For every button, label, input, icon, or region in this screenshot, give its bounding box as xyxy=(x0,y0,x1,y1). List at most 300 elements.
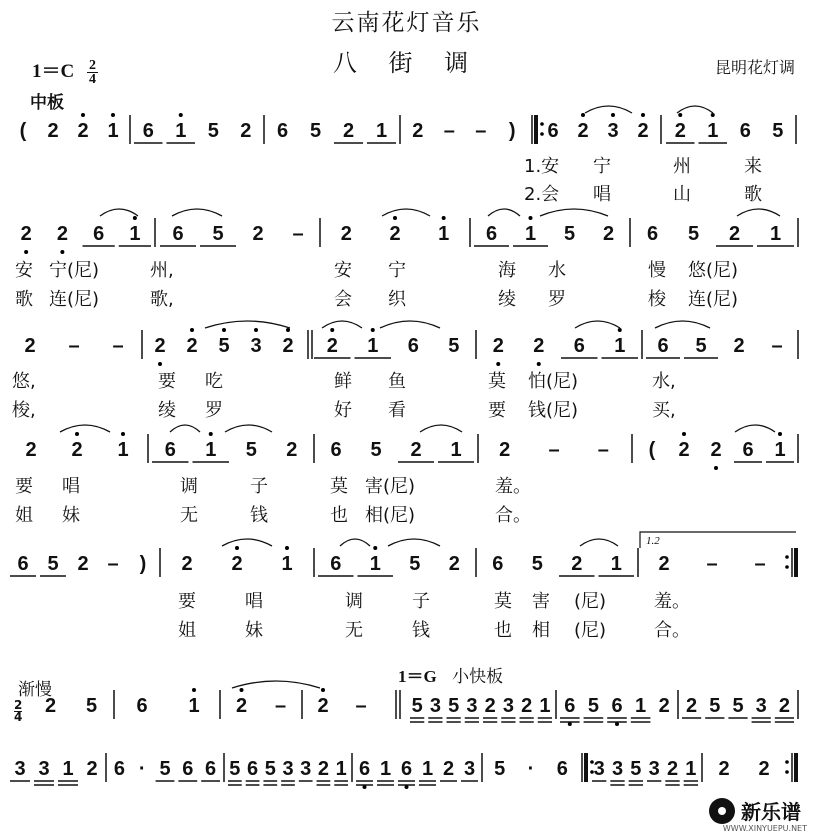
source-label: 昆明花灯调 xyxy=(714,58,795,77)
note-6-2-5: 2 xyxy=(317,758,329,780)
repeat-dot xyxy=(540,132,544,136)
note-4-2-2: 5 xyxy=(409,553,421,575)
note-6-1-3: 6 xyxy=(182,758,194,780)
note-6-0-3: 2 xyxy=(86,758,98,780)
note-6-4-1: · xyxy=(527,758,535,780)
lyric-4-1-2: 无 xyxy=(345,620,363,641)
note-0-4-1: 2 xyxy=(577,120,589,142)
note-0-0-3: 1 xyxy=(107,120,119,142)
lyric-3-1-0: 姐 xyxy=(15,505,33,526)
volta-label: 1.2 xyxy=(646,535,660,547)
lyric-2-1-2: 罗 xyxy=(205,400,223,421)
tempo-slowing: 渐慢 xyxy=(18,680,52,700)
lyric-3-1-4: 也 xyxy=(330,505,348,526)
lyric-1-0-7: 慢 xyxy=(648,260,666,281)
lyric-2-1-5: 要 xyxy=(488,400,506,421)
lyric-4-1-6: (尼) xyxy=(574,620,607,641)
slur xyxy=(170,425,200,432)
note-2-2-3: 5 xyxy=(448,335,460,357)
lyric-1-1-4: 织 xyxy=(388,289,406,310)
note-1-1-3: – xyxy=(292,223,304,245)
note-6-5-0: 3 xyxy=(593,758,605,780)
note-6-3-2: 6 xyxy=(400,758,413,780)
repeat-dot xyxy=(785,555,789,559)
logo-text: 新乐谱 xyxy=(741,800,801,824)
octave-dot-high xyxy=(222,328,226,332)
octave-dot-high xyxy=(75,432,79,436)
note-0-5-1: 1 xyxy=(707,120,719,142)
note-6-3-4: 2 xyxy=(442,758,455,780)
slur xyxy=(585,106,632,113)
repeat-dot xyxy=(785,760,789,764)
note-0-4-2: 3 xyxy=(607,120,619,142)
lyric-1-0-8: 悠(尼) xyxy=(688,260,739,281)
lyric-3-0-1: 唱 xyxy=(62,476,80,497)
note-1-4-2: 2 xyxy=(728,223,741,245)
logo-url: WWW.XINYUEPU.NET xyxy=(722,824,807,833)
octave-dot-high xyxy=(641,113,645,117)
lyric-1-0-6: 水 xyxy=(548,260,566,281)
note-6-5-4: 2 xyxy=(666,758,679,780)
lyric-2-1-1: 绫 xyxy=(158,400,176,421)
octave-dot-high xyxy=(371,328,375,332)
slur xyxy=(420,425,462,432)
slur xyxy=(322,321,362,328)
octave-dot-high xyxy=(190,328,194,332)
note-0-5-3: 5 xyxy=(772,120,784,142)
note-1-1-0: 6 xyxy=(172,223,184,245)
note-3-1-0: 6 xyxy=(164,439,176,461)
octave-dot-low xyxy=(158,362,162,366)
slur xyxy=(205,321,290,328)
lyric-2-1-0: 梭, xyxy=(12,400,36,421)
tempo-marking: 中板 xyxy=(30,93,64,113)
key-label: 1＝C xyxy=(32,61,75,82)
lyric-0-1-3: 歌 xyxy=(744,184,762,205)
note-6-5-3: 3 xyxy=(648,758,660,780)
note-2-4-1: 5 xyxy=(695,335,707,357)
note-3-0-1: 2 xyxy=(71,439,83,461)
slur xyxy=(540,209,608,216)
repeat-dot xyxy=(785,565,789,569)
note-5-5-3: 1 xyxy=(635,695,647,717)
note-5-3-1: – xyxy=(355,695,367,717)
lyric-3-1-3: 钱 xyxy=(250,505,268,526)
note-6-6-1: 2 xyxy=(758,758,770,780)
slur xyxy=(737,209,780,216)
note-6-1-4: 6 xyxy=(205,758,217,780)
lyric-2-0-6: 怕(尼) xyxy=(528,371,579,392)
note-1-0-0: 2 xyxy=(20,223,32,245)
note-5-3-0: 2 xyxy=(317,695,329,717)
lyric-1-1-6: 罗 xyxy=(548,289,566,310)
lyric-0-0-3: 来 xyxy=(744,156,762,177)
song-title: 八 街 调 xyxy=(332,49,481,77)
note-6-1-2: 5 xyxy=(159,758,171,780)
note-5-6-4: 2 xyxy=(778,695,790,717)
note-6-5-1: 3 xyxy=(611,758,624,780)
lyric-1-0-0: 安 xyxy=(15,260,33,281)
time2-lower: 4 xyxy=(14,710,23,724)
note-1-4-0: 6 xyxy=(646,223,659,245)
note-4-4-0: 2 xyxy=(658,553,670,575)
note-6-2-2: 5 xyxy=(264,758,276,780)
note-2-1-1: 2 xyxy=(186,335,198,357)
note-2-1-0: 2 xyxy=(154,335,166,357)
note-5-4-4: 2 xyxy=(484,695,496,717)
lyric-4-0-6: (尼) xyxy=(574,591,607,612)
note-1-3-1: 1 xyxy=(524,223,537,245)
octave-dot-high xyxy=(711,113,715,117)
lyric-1-0-4: 宁 xyxy=(388,260,406,281)
volta-bracket xyxy=(640,532,796,548)
note-1-2-1: 2 xyxy=(389,223,401,245)
note-4-3-2: 2 xyxy=(571,553,583,575)
note-3-3-0: 2 xyxy=(499,439,511,461)
note-2-4-3: – xyxy=(771,335,783,357)
slur xyxy=(222,539,272,546)
note-3-1-1: 1 xyxy=(205,439,217,461)
note-6-3-5: 3 xyxy=(463,758,476,780)
octave-dot-high xyxy=(254,328,258,332)
note-5-4-2: 5 xyxy=(448,695,460,717)
octave-dot-high xyxy=(121,432,125,436)
octave-dot-high xyxy=(678,113,682,117)
note-0-1-1: 1 xyxy=(175,120,187,142)
note-0-5-0: 2 xyxy=(674,120,686,142)
note-3-3-2: – xyxy=(597,439,609,461)
note-1-4-1: 5 xyxy=(687,223,700,245)
note-3-4-3: 6 xyxy=(742,439,754,461)
note-5-5-1: 5 xyxy=(587,695,599,717)
note-6-4-0: 5 xyxy=(494,758,506,780)
note-1-1-2: 2 xyxy=(252,223,264,245)
lyric-0-1-1: 唱 xyxy=(593,184,611,205)
lyric-0-1-2: 山 xyxy=(673,184,691,205)
lyric-4-0-2: 调 xyxy=(345,591,363,612)
note-2-2-1: 1 xyxy=(367,335,379,357)
octave-dot-high xyxy=(373,546,377,550)
lyric-4-0-1: 唱 xyxy=(245,591,263,612)
lyric-1-0-1: 宁(尼) xyxy=(49,260,100,281)
octave-dot-low xyxy=(714,466,718,470)
lyric-0-0-2: 州 xyxy=(673,156,691,177)
note-1-2-2: 1 xyxy=(438,223,450,245)
note-3-2-2: 2 xyxy=(410,439,422,461)
note-5-4-0: 5 xyxy=(411,695,423,717)
octave-dot-high xyxy=(321,688,325,692)
note-1-0-2: 6 xyxy=(93,223,105,245)
note-5-0-0: 2 xyxy=(44,695,57,717)
note-3-4-1: 2 xyxy=(678,439,690,461)
lyric-4-1-7: 合。 xyxy=(654,620,690,641)
note-0-1-3: 2 xyxy=(240,120,252,142)
note-5-4-6: 2 xyxy=(521,695,533,717)
note-4-0-2: 2 xyxy=(77,553,89,575)
octave-dot-high xyxy=(611,113,615,117)
octave-dot-high xyxy=(393,216,397,220)
note-2-0-2: – xyxy=(112,335,124,357)
note-1-2-0: 2 xyxy=(340,223,352,245)
note-5-0-1: 5 xyxy=(85,695,98,717)
note-5-6-0: 2 xyxy=(686,695,698,717)
octave-dot-high xyxy=(442,216,446,220)
note-2-2-2: 6 xyxy=(407,335,419,357)
lyric-3-1-6: 合。 xyxy=(495,505,531,526)
octave-dot-low xyxy=(537,362,541,366)
lyric-4-1-4: 也 xyxy=(494,620,512,641)
note-1-3-0: 6 xyxy=(485,223,498,245)
note-5-6-2: 5 xyxy=(732,695,744,717)
lyric-4-0-3: 子 xyxy=(412,591,430,612)
lyric-3-0-6: 羞。 xyxy=(495,476,531,497)
note-0-1-0: 6 xyxy=(142,120,154,142)
note-0-4-0: 6 xyxy=(547,120,559,142)
lyric-1-1-0: 歌 xyxy=(15,289,33,310)
lyric-2-1-6: 钱(尼) xyxy=(528,400,579,421)
note-3-2-3: 1 xyxy=(450,439,462,461)
note-2-0-0: 2 xyxy=(24,335,36,357)
lyric-2-0-7: 水, xyxy=(652,371,676,392)
lyric-1-1-7: 梭 xyxy=(648,289,666,310)
lyric-2-0-5: 莫 xyxy=(488,371,506,392)
lyric-3-0-0: 要 xyxy=(15,476,33,497)
note-4-4-2: – xyxy=(754,553,766,575)
lyric-4-0-0: 要 xyxy=(178,591,196,612)
lyric-2-0-0: 悠, xyxy=(12,371,36,392)
note-5-1-1: 1 xyxy=(188,695,200,717)
note-0-2-0: 6 xyxy=(276,120,289,142)
lyric-4-1-1: 妹 xyxy=(245,620,263,641)
note-0-2-2: 2 xyxy=(342,120,355,142)
note-4-1-2: 1 xyxy=(281,553,293,575)
lyric-2-0-1: 要 xyxy=(158,371,176,392)
lyric-3-0-2: 调 xyxy=(180,476,198,497)
time2-upper: 2 xyxy=(14,698,23,712)
note-0-2-3: 1 xyxy=(375,120,388,142)
note-0-2-1: 5 xyxy=(309,120,322,142)
note-4-3-0: 6 xyxy=(492,553,504,575)
repeat-dot xyxy=(785,770,789,774)
note-6-3-0: 6 xyxy=(358,758,371,780)
note-5-4-1: 3 xyxy=(429,695,441,717)
note-0-0-1: 2 xyxy=(47,120,59,142)
note-1-4-3: 1 xyxy=(769,223,782,245)
slur xyxy=(655,321,710,328)
note-0-3-0: 2 xyxy=(412,120,424,142)
note-6-1-1: · xyxy=(138,758,146,780)
slur xyxy=(382,209,430,216)
note-5-4-7: 1 xyxy=(539,695,551,717)
octave-dot-high xyxy=(285,546,289,550)
time-lower: 4 xyxy=(88,72,96,88)
note-2-3-0: 2 xyxy=(492,335,504,357)
note-3-2-1: 5 xyxy=(370,439,382,461)
note-1-0-1: 2 xyxy=(56,223,68,245)
lyric-4-1-5: 相 xyxy=(532,620,550,641)
repeat-dot xyxy=(590,770,594,774)
lyric-1-0-2: 州, xyxy=(150,260,174,281)
note-2-4-2: 2 xyxy=(733,335,745,357)
note-2-3-2: 6 xyxy=(573,335,585,357)
lyric-3-0-5: 害(尼) xyxy=(365,476,416,497)
note-6-2-6: 1 xyxy=(335,758,347,780)
note-5-5-2: 6 xyxy=(611,695,623,717)
note-3-4-0: ( xyxy=(648,439,656,461)
note-6-4-2: 6 xyxy=(556,758,568,780)
note-5-6-1: 5 xyxy=(709,695,721,717)
lyric-4-1-0: 姐 xyxy=(178,620,196,641)
octave-dot-high xyxy=(581,113,585,117)
note-2-3-1: 2 xyxy=(533,335,545,357)
note-6-1-0: 6 xyxy=(113,758,125,780)
lyric-2-0-4: 鱼 xyxy=(388,371,406,392)
lyric-3-1-5: 相(尼) xyxy=(365,505,416,526)
note-0-3-1: – xyxy=(443,120,455,142)
note-3-0-0: 2 xyxy=(25,439,37,461)
note-5-1-0: 6 xyxy=(136,695,148,717)
octave-dot-high xyxy=(81,113,85,117)
lyric-1-1-1: 连(尼) xyxy=(49,289,100,310)
lyric-1-1-8: 连(尼) xyxy=(688,289,739,310)
octave-dot-high xyxy=(192,688,196,692)
note-0-3-2: – xyxy=(475,120,487,142)
note-3-1-3: 2 xyxy=(286,439,298,461)
note-2-4-0: 6 xyxy=(657,335,669,357)
octave-dot-high xyxy=(179,113,183,117)
octave-dot-low xyxy=(24,250,28,254)
note-4-0-1: 5 xyxy=(47,553,59,575)
note-3-4-4: 1 xyxy=(774,439,786,461)
lyric-4-1-3: 钱 xyxy=(412,620,430,641)
lyric-3-0-4: 莫 xyxy=(330,476,348,497)
note-0-0-0: ( xyxy=(19,120,27,142)
note-0-1-2: 5 xyxy=(207,120,219,142)
octave-dot-high xyxy=(682,432,686,436)
octave-dot-high xyxy=(330,328,334,332)
lyric-3-0-3: 子 xyxy=(250,476,268,497)
octave-dot-high xyxy=(133,216,137,220)
note-4-3-1: 5 xyxy=(531,553,543,575)
note-5-4-3: 3 xyxy=(466,695,478,717)
note-1-3-2: 5 xyxy=(563,223,576,245)
note-5-5-4: 2 xyxy=(658,695,670,717)
lyric-2-0-2: 吃 xyxy=(205,371,223,392)
lyric-1-1-3: 会 xyxy=(334,289,352,310)
note-2-1-4: 2 xyxy=(282,335,294,357)
note-5-4-5: 3 xyxy=(502,695,514,717)
lyric-0-0-0: 1.安 xyxy=(524,156,560,177)
note-3-2-0: 6 xyxy=(330,439,342,461)
lyric-2-1-4: 看 xyxy=(388,400,406,421)
note-6-0-0: 3 xyxy=(14,758,26,780)
note-4-0-3: – xyxy=(107,553,119,575)
lyric-1-1-2: 歌, xyxy=(150,289,174,310)
note-1-1-1: 5 xyxy=(212,223,224,245)
lyric-4-0-4: 莫 xyxy=(494,591,512,612)
octave-dot-high xyxy=(778,432,782,436)
octave-dot-high xyxy=(111,113,115,117)
note-5-2-0: 2 xyxy=(235,695,248,717)
tempo-fast: 小快板 xyxy=(452,667,504,687)
octave-dot-high xyxy=(240,688,244,692)
note-3-0-2: 1 xyxy=(117,439,129,461)
lyric-1-1-5: 绫 xyxy=(498,289,516,310)
octave-dot-high xyxy=(529,216,533,220)
collection-title: 云南花灯音乐 xyxy=(331,10,482,36)
note-1-3-3: 2 xyxy=(602,223,615,245)
note-6-3-1: 1 xyxy=(379,758,392,780)
repeat-dot xyxy=(590,760,594,764)
slur xyxy=(580,539,618,546)
note-6-5-5: 1 xyxy=(685,758,697,780)
note-6-0-2: 1 xyxy=(62,758,74,780)
note-2-0-1: – xyxy=(68,335,80,357)
octave-dot-high xyxy=(286,328,290,332)
note-4-0-0: 6 xyxy=(17,553,29,575)
note-1-0-3: 1 xyxy=(129,223,141,245)
note-0-3-3: ) xyxy=(508,120,516,142)
note-6-2-4: 3 xyxy=(300,758,312,780)
note-5-5-0: 6 xyxy=(564,695,576,717)
note-2-3-3: 1 xyxy=(614,335,626,357)
note-4-1-0: 2 xyxy=(181,553,193,575)
note-4-3-3: 1 xyxy=(610,553,622,575)
note-0-0-2: 2 xyxy=(77,120,89,142)
octave-dot-low xyxy=(496,362,500,366)
note-3-3-1: – xyxy=(548,439,560,461)
slur xyxy=(60,425,110,432)
note-4-2-3: 2 xyxy=(448,553,460,575)
slur xyxy=(380,321,440,328)
note-6-2-1: 6 xyxy=(247,758,259,780)
octave-dot-high xyxy=(235,546,239,550)
note-4-1-1: 2 xyxy=(231,553,243,575)
lyric-1-0-3: 安 xyxy=(334,260,352,281)
note-4-0-4: ) xyxy=(139,553,147,575)
lyric-2-1-7: 买, xyxy=(652,400,676,421)
lyric-3-1-2: 无 xyxy=(180,505,198,526)
note-4-2-0: 6 xyxy=(330,553,342,575)
note-6-2-3: 3 xyxy=(282,758,294,780)
note-3-1-2: 5 xyxy=(245,439,257,461)
slur xyxy=(340,539,370,546)
slur xyxy=(232,681,320,688)
slur xyxy=(735,425,775,432)
repeat-dot xyxy=(540,122,544,126)
time-upper: 2 xyxy=(88,58,96,74)
note-2-2-0: 2 xyxy=(326,335,338,357)
slur xyxy=(488,209,520,216)
key-change-label: 1＝G xyxy=(398,667,437,686)
lyric-2-1-3: 好 xyxy=(334,400,352,421)
lyric-0-0-1: 宁 xyxy=(593,156,611,177)
note-6-0-1: 3 xyxy=(38,758,50,780)
note-6-3-3: 1 xyxy=(421,758,434,780)
lyric-4-0-5: 害 xyxy=(532,591,550,612)
note-6-5-2: 5 xyxy=(630,758,642,780)
note-0-5-2: 6 xyxy=(739,120,751,142)
slur xyxy=(225,425,272,432)
slur xyxy=(677,106,713,113)
note-6-2-0: 5 xyxy=(229,758,241,780)
lyric-1-0-5: 海 xyxy=(498,260,516,281)
note-2-1-2: 5 xyxy=(218,335,230,357)
note-2-1-3: 3 xyxy=(250,335,262,357)
lyric-0-1-0: 2.会 xyxy=(524,184,560,205)
note-5-6-3: 3 xyxy=(755,695,767,717)
slur xyxy=(100,209,138,216)
